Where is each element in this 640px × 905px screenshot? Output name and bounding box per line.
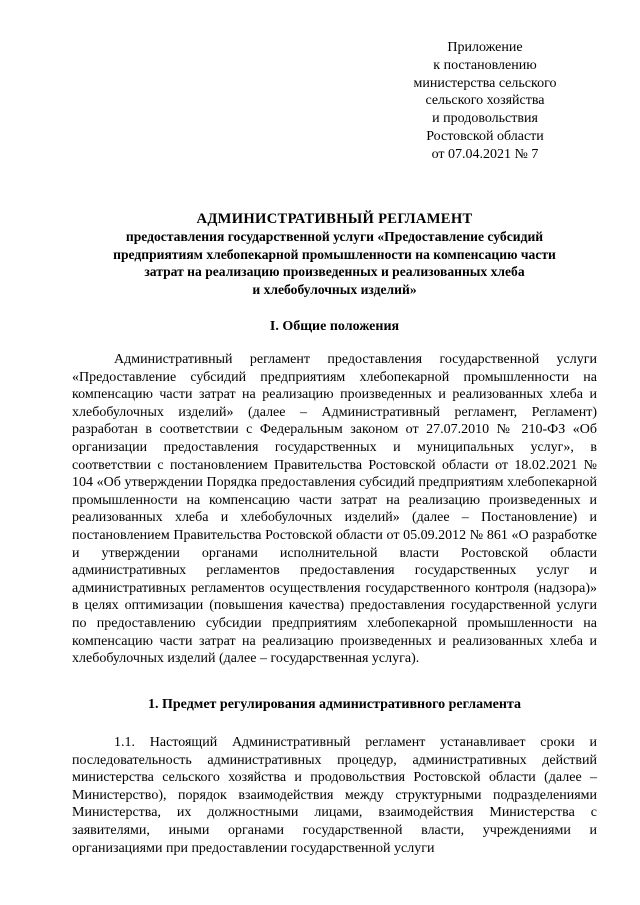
document-title: АДМИНИСТРАТИВНЫЙ РЕГЛАМЕНТ xyxy=(196,211,473,227)
subtitle-line: предоставления государственной услуги «Предоставление субсидий xyxy=(125,229,544,244)
appendix-line: и продовольствия xyxy=(432,111,538,127)
appendix-line: к постановлению xyxy=(433,57,537,73)
section-paragraph-general: Административный регламент предоставления государственной услуги «Предоставление субсидий предприятиям хлебопекарной промышленности на компенсацию части затрат на реализацию произведенных и реализованных хлеба и хлебобулочных изделий» (далее – Административный регламент, Регламент) разработан в соответствии с Федеральным законом от 27.07.2010 № 210-ФЗ «Об организации предоставления государственных и муниципальных услуг», в соответствии с постановлением Правительства Ростовской области от 18.02.2021 № 104 «Об утверждении Порядка предоставления субсидий предприятиям хлебопекарной промышленности на компенсацию части затрат на реализацию произведенных и реализованных хлеба и хлебобулочных изделий» (далее – Постановление) и постановлением Правительства Ростовской области от 05.09.2012 № 861 «О разработке и утверждении органами исполнительной власти Ростовской области административных регламентов предоставления государственных услуг и административных регламентов осуществления государственного контроля (надзора)» в целях оптимизации (повышения качества) предоставления государственной услуги по предоставлению субсидии предприятиям хлебопекарной промышленности на компенсацию части затрат на реализацию произведенных и реализованных хлеба и хлебобулочных изделий (далее – государственная услуга). xyxy=(72,352,597,667)
subtitle-line: предприятиям хлебопекарной промышленности на компенсацию части xyxy=(113,246,556,262)
appendix-line: министерства сельского xyxy=(413,75,557,91)
section-paragraph-subject: 1.1. Настоящий Административный регламент устанавливает сроки и последовательность административных процедур, административных действий министерства сельского хозяйства и продовольствия Ростовской области (далее – Министерство), порядок взаимодействия между структурными подразделениями Министерства, их должностными лицами, взаимодействия Министерства с заявителями, иными органами государственной власти, учреждениями и организациями при предоставлении государственной услуги xyxy=(72,735,597,856)
document-title-block xyxy=(72,211,597,298)
subtitle-line: и хлебобулочных изделий» xyxy=(252,281,417,297)
appendix-block xyxy=(395,39,575,164)
document-subtitle xyxy=(72,228,597,298)
appendix-line: сельского хозяйства xyxy=(425,93,545,109)
section-heading-subject: 1. Предмет регулирования административного регламента xyxy=(148,697,521,712)
appendix-line: Приложение xyxy=(447,40,523,55)
appendix-line: от 07.04.2021 № 7 xyxy=(431,146,539,162)
section-heading-general: I. Общие положения xyxy=(269,319,400,334)
appendix-line: Ростовской области xyxy=(426,128,544,144)
subtitle-line: затрат на реализацию произведенных и реализованных хлеба xyxy=(144,264,525,280)
